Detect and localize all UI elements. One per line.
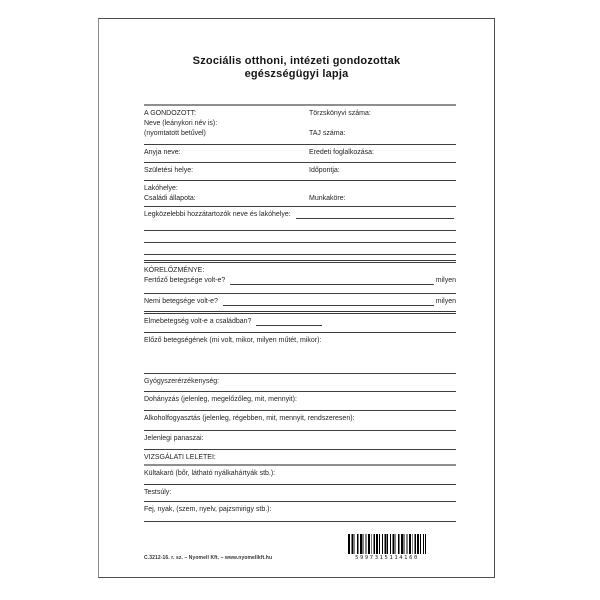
blank-write-line-1 bbox=[144, 231, 456, 243]
label-nyomtatott-betuvel: (nyomtatott betűvel) bbox=[144, 130, 206, 137]
row-korelozmeny-fertozo bbox=[144, 263, 456, 294]
label-szuletesi-helye: Születési helye: bbox=[144, 167, 194, 174]
label-taj-szama: TAJ száma: bbox=[309, 130, 346, 137]
label-kultakaro: Kültakaró (bőr, látható nyálkahártyák stb.): bbox=[144, 470, 276, 477]
label-nemi-milyen: milyen bbox=[435, 298, 456, 305]
form-page bbox=[98, 18, 495, 578]
label-testsuly: Testsúly: bbox=[144, 489, 172, 496]
row-nemi-betegseg bbox=[144, 294, 456, 314]
blank-write-line-2 bbox=[144, 243, 456, 255]
label-jelenlegi-panaszai: Jelenlegi panaszai: bbox=[144, 435, 204, 442]
label-fej-nyak: Fej, nyak, (szem, nyelv, pajzsmirigy stb.): bbox=[144, 506, 272, 513]
form-title bbox=[99, 55, 494, 81]
row-hozzatartozok bbox=[144, 207, 456, 231]
row-jelenlegi-panaszai bbox=[144, 431, 456, 450]
row-fej-nyak bbox=[144, 502, 456, 522]
row-elmebetegseg bbox=[144, 314, 456, 333]
row-lakohelye bbox=[144, 181, 456, 207]
label-anyja-neve: Anyja neve: bbox=[144, 149, 181, 156]
label-fertozo-betegseg: Fertőző betegsége volt-e? bbox=[144, 277, 226, 284]
row-gyogyszererzekenyseg bbox=[144, 374, 456, 392]
label-alkoholfogyasztas: Alkoholfogyasztás (jelenleg, régebben, mit, mennyit, rendszeresen): bbox=[144, 415, 355, 422]
row-elozo-betegseg bbox=[144, 333, 456, 374]
blank-write-line-3 bbox=[144, 255, 456, 263]
row-vizsgalati-leletei bbox=[144, 450, 456, 466]
barcode-bars bbox=[348, 534, 426, 554]
form-title-line1: Szociális otthoni, intézeti gondozottak bbox=[192, 55, 401, 67]
form-title-line2: egészségügyi lapja bbox=[244, 68, 349, 80]
fertozo-write-line bbox=[230, 276, 433, 285]
label-hozzatartozok: Legközelebbi hozzátartozók neve és lakóhelye: bbox=[144, 211, 291, 218]
nemi-write-line bbox=[223, 297, 434, 306]
label-eredeti-foglalkozasa: Eredeti foglalkozása: bbox=[309, 149, 374, 156]
hozzatartozok-write-line bbox=[296, 210, 454, 219]
barcode bbox=[348, 534, 426, 561]
row-testsuly bbox=[144, 485, 456, 502]
label-neve: Neve (leánykori név is): bbox=[144, 120, 218, 127]
label-torzskonyvi-szama: Törzskönyvi száma: bbox=[309, 110, 371, 117]
form-footer bbox=[144, 531, 456, 583]
row-anyja-neve bbox=[144, 145, 456, 163]
label-gyogyszererzekenyseg: Gyógyszerérzékenység: bbox=[144, 378, 220, 385]
heading-korelozmenye: KÓRELŐZMÉNYE: bbox=[144, 267, 205, 274]
label-dohanyzas: Dohányzás (jelenleg, megelőzőleg, mit, mennyit): bbox=[144, 396, 297, 403]
row-alkoholfogyasztas bbox=[144, 411, 456, 431]
label-idopontja: Időpontja: bbox=[309, 167, 340, 174]
label-munkakore: Munkaköre: bbox=[309, 195, 346, 202]
imprint-text: C.3212-16. r. sz. – Nyomell Kft. – www.nyomellkft.hu bbox=[144, 555, 273, 561]
elmebetegseg-write-line bbox=[256, 317, 322, 326]
row-szuletesi-helye bbox=[144, 163, 456, 181]
row-kultakaro bbox=[144, 466, 456, 485]
label-fertozo-milyen: milyen bbox=[435, 277, 456, 284]
barcode-digits: 5997315114160 bbox=[355, 555, 419, 561]
row-dohanyzas bbox=[144, 392, 456, 411]
label-csaladi-allapota: Családi állapota: bbox=[144, 195, 196, 202]
row-gondozott bbox=[144, 106, 456, 145]
label-elmebetegseg: Elmebetegség volt-e a családban? bbox=[144, 318, 252, 325]
label-lakohelye: Lakóhelye: bbox=[144, 185, 178, 192]
label-nemi-betegseg: Nemi betegsége volt-e? bbox=[144, 298, 218, 305]
heading-vizsgalati-leletei: VIZSGÁLATI LELETEI: bbox=[144, 454, 216, 461]
label-gondozott: A GONDOZOTT: bbox=[144, 110, 197, 117]
form-body bbox=[144, 104, 456, 522]
label-elozo-betegseg: Előző betegségének (mi volt, mikor, milyen műtét, mikor): bbox=[144, 337, 322, 344]
